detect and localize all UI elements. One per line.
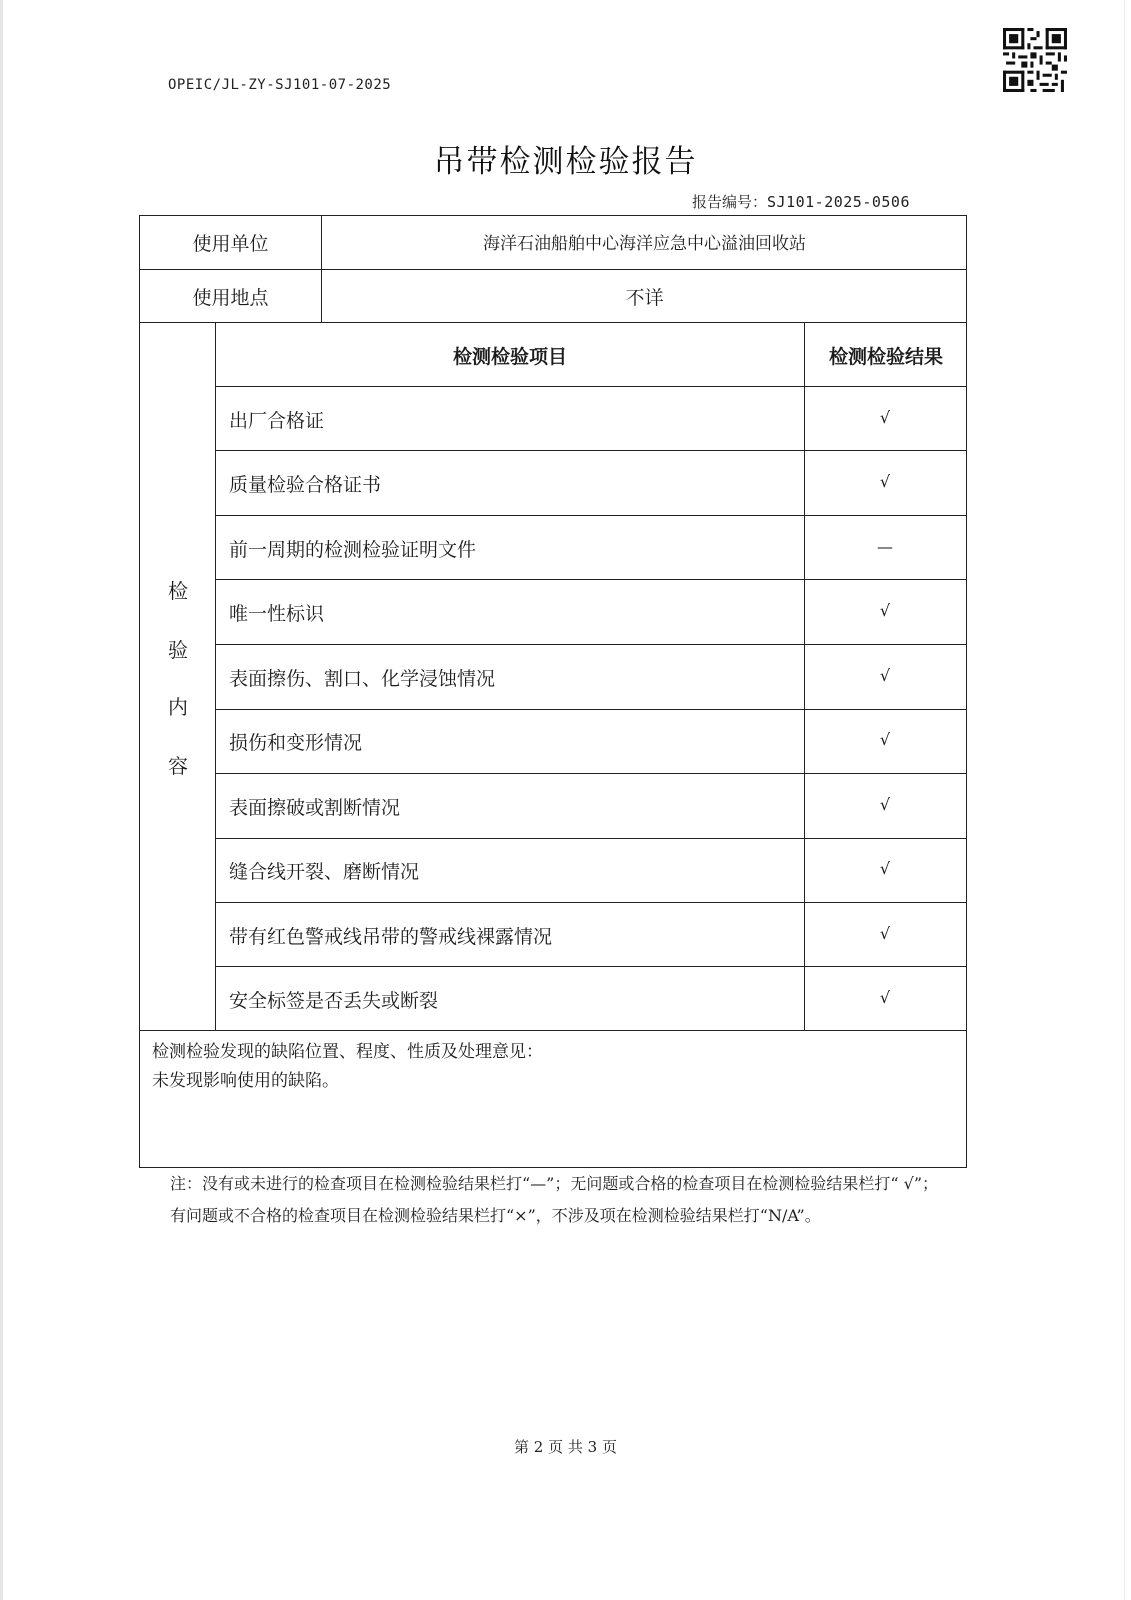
table-rule: [139, 269, 967, 270]
inspection-result: √: [879, 795, 891, 814]
qr-code-icon: [1003, 28, 1067, 92]
inspection-result: √: [879, 408, 891, 427]
inspection-item: 表面擦破或割断情况: [229, 797, 401, 819]
inspection-result: √: [879, 988, 891, 1007]
inspection-result: √: [879, 859, 891, 878]
inspection-result: √: [879, 472, 891, 491]
table-rule: [216, 515, 967, 516]
inspection-item: 安全标签是否丢失或断裂: [229, 990, 439, 1012]
inspection-result: —: [877, 537, 893, 556]
table-rule: [216, 773, 967, 774]
scan-edge-left: [0, 0, 3, 1600]
inspection-item: 出厂合格证: [229, 410, 325, 432]
unit-value: 海洋石油船舶中心海洋应急中心溢油回收站: [483, 234, 806, 254]
report-number-label: 报告编号：: [692, 193, 768, 211]
place-value: 不详: [625, 287, 664, 309]
inspection-item: 前一周期的检测检验证明文件: [229, 539, 477, 561]
side-label-char: 容: [168, 754, 188, 778]
note-text: 注：没有或未进行的检查项目在检测检验结果栏打“—”；无问题或合格的检查项目在检测检验结果栏打“ √”；有问题或不合格的检查项目在检测检验结果栏打“×”，不涉及项在检测检验结果栏打“N/A”。: [170, 1174, 939, 1225]
page-number: 第 2 页 共 3 页: [514, 1438, 617, 1456]
report-title: 吊带检测检验报告: [433, 144, 698, 180]
inspection-item: 带有红色警戒线吊带的警戒线裸露情况: [229, 926, 553, 948]
inspection-item: 质量检验合格证书: [229, 474, 382, 496]
table-rule: [139, 322, 967, 323]
side-label-char: 验: [168, 638, 188, 662]
column-header-item: 检测检验项目: [452, 346, 567, 368]
table-rule: [216, 644, 967, 645]
table-rule: [216, 450, 967, 451]
side-label-char: 检: [168, 579, 188, 603]
report-number: [692, 191, 910, 212]
document-code: OPEIC/JL-ZY-SJ101-07-2025: [168, 77, 392, 93]
inspection-item: 唯一性标识: [229, 603, 325, 625]
inspection-item: 缝合线开裂、磨断情况: [229, 861, 420, 883]
defects-text: 未发现影响使用的缺陷。: [152, 1071, 339, 1091]
defects-label: 检测检验发现的缺陷位置、程度、性质及处理意见：: [152, 1042, 543, 1062]
unit-label: 使用单位: [192, 233, 269, 255]
table-rule: [216, 579, 967, 580]
inspection-result: √: [879, 601, 891, 620]
column-header-result: 检测检验结果: [828, 346, 943, 368]
place-label: 使用地点: [192, 287, 269, 309]
table-rule: [216, 386, 967, 387]
inspection-result: √: [879, 666, 891, 685]
inspection-result: √: [879, 924, 891, 943]
table-rule: [139, 1030, 967, 1031]
table-rule: [216, 966, 967, 967]
report-number-value: SJ101-2025-0506: [767, 193, 910, 211]
table-rule: [216, 838, 967, 839]
table-rule: [216, 709, 967, 710]
table-rule: [804, 322, 805, 1031]
inspection-result: √: [879, 730, 891, 749]
table-rule: [216, 902, 967, 903]
side-label-char: 内: [168, 695, 188, 719]
inspection-item: 表面擦伤、割口、化学浸蚀情况: [229, 668, 496, 690]
inspection-item: 损伤和变形情况: [229, 732, 363, 754]
scan-edge-right: [1124, 0, 1125, 1600]
